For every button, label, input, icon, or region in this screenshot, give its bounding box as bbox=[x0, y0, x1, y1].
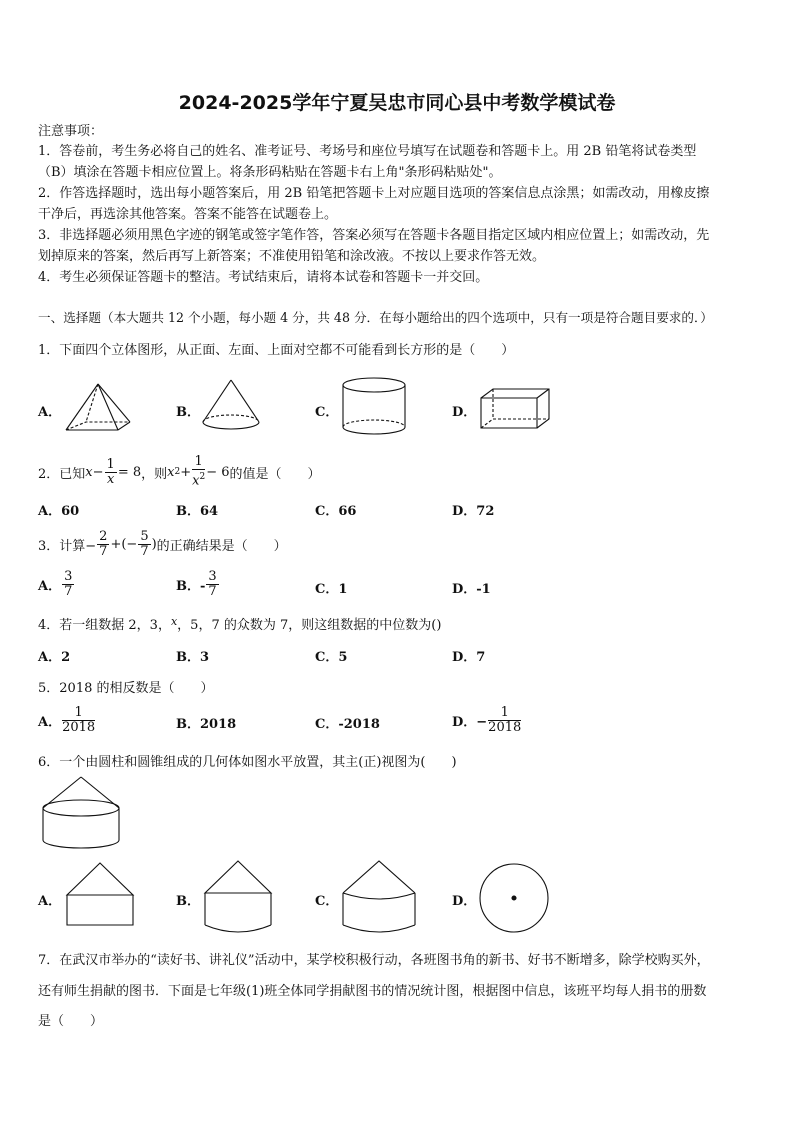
q3-close: ) bbox=[151, 536, 157, 552]
notice-line-6: 划掉原来的答案，然后再写上新答案；不准使用铅笔和涂改液。不按以上要求作答无效。 bbox=[38, 249, 546, 264]
q3-option-a bbox=[38, 566, 75, 602]
q3-stem-suffix: 的正确结果是（ ） bbox=[156, 538, 287, 554]
q2-frac1-numerator: 1 bbox=[106, 456, 115, 472]
notice-line-5: 3．非选择题必须用黑色字迹的钢笔或签字笔作答，答案必须写在答题卡各题目指定区域内相应位置上；如需改动，先 bbox=[38, 228, 710, 243]
q7-line-1: 7．在武汉市举办的“读好书、讲礼仪”活动中，某学校积极行动，各班图书角的新书、好书不断增多，除学校购买外， bbox=[38, 953, 710, 968]
notice-line-2: （B）填涂在答题卡相应位置上。将条形码粘贴在答题卡右上角"条形码粘贴处"。 bbox=[38, 165, 502, 180]
q3-stem bbox=[38, 526, 287, 562]
q3-frac1-denominator: 7 bbox=[99, 543, 108, 559]
q4-stem-suffix: ，5，7 的众数为 7，则这组数据的中位数为() bbox=[177, 618, 442, 633]
q5-option-d-label: D．− bbox=[452, 714, 488, 730]
q2-stem-suffix: 的值是（ ） bbox=[229, 466, 321, 482]
q3-option-b bbox=[176, 566, 220, 602]
front-view-curved-triangle-figure bbox=[340, 858, 418, 938]
q5-option-d-fraction bbox=[488, 706, 521, 735]
section-heading: 一、选择题（本大题共 12 个小题，每小题 4 分，共 48 分．在每小题给出的四个选项中，只有一项是符合题目要求的．） bbox=[38, 310, 713, 325]
q5-option-b: B．2018 bbox=[176, 717, 237, 732]
notice-line-1: 1．答卷前，考生务必将自己的姓名、准考证号、考场号和座位号填写在试题卷和答题卡上。用 2B 铅笔将试卷类型 bbox=[38, 144, 697, 159]
q2-option-b: B．64 bbox=[176, 504, 219, 519]
q4-stem-prefix: 4．若一组数据 2，3， bbox=[38, 618, 171, 633]
q6-option-b-label: B． bbox=[176, 894, 200, 909]
q5-option-a bbox=[38, 702, 96, 738]
cuboid-figure bbox=[478, 386, 552, 432]
q1-option-a-label: A． bbox=[38, 405, 62, 420]
q5-option-c: C．-2018 bbox=[315, 717, 380, 732]
q3-a-denominator: 7 bbox=[64, 583, 73, 599]
front-view-triangle-curved-base-figure bbox=[202, 858, 274, 936]
q5-option-a-label: A． bbox=[38, 714, 62, 730]
q4-option-a: A．2 bbox=[38, 650, 71, 665]
cone-cylinder-solid-figure bbox=[40, 774, 122, 854]
q3-b-numerator: 3 bbox=[208, 568, 217, 584]
page-title: 2024-2025学年宁夏吴忠市同心县中考数学模试卷 bbox=[178, 92, 616, 114]
q4-stem bbox=[38, 614, 441, 633]
q3-option-c: C．1 bbox=[315, 582, 348, 597]
q7-line-2: 还有师生捐献的图书．下面是七年级(1)班全体同学捐献图书的情况统计图，根据图中信息，该班平均每人捐书的册数 bbox=[38, 984, 707, 999]
q2-fraction-1-over-x2 bbox=[192, 455, 205, 488]
q2-then: ，则 bbox=[141, 466, 168, 482]
q5-d-denominator: 2018 bbox=[488, 719, 522, 735]
q5-option-a-fraction bbox=[62, 706, 95, 735]
q2-minus-6: − 6 bbox=[206, 464, 230, 480]
q6-option-c-label: C． bbox=[315, 894, 339, 909]
q1-option-b-label: B． bbox=[176, 405, 200, 420]
q3-plus-open: +(− bbox=[110, 536, 138, 552]
q3-b-denominator: 7 bbox=[208, 583, 217, 599]
q6-option-d-label: D． bbox=[452, 894, 477, 909]
q5-option-d bbox=[452, 702, 522, 738]
q2-var-x: x bbox=[85, 464, 93, 480]
q7-line-3: 是（ ） bbox=[38, 1014, 104, 1029]
front-view-triangle-rect-figure bbox=[64, 860, 136, 928]
q3-stem-prefix: 3．计算− bbox=[38, 538, 97, 554]
q5-d-numerator: 1 bbox=[488, 706, 521, 721]
q2-equals-8: = 8 bbox=[117, 464, 142, 480]
q2-plus: + bbox=[180, 464, 192, 480]
q4-var-x: x bbox=[170, 615, 178, 628]
q3-frac2-numerator: 5 bbox=[140, 528, 149, 544]
q1-stem: 1．下面四个立体图形，从正面、左面、上面对空都不可能看到长方形的是（ ） bbox=[38, 343, 515, 358]
square-pyramid-figure bbox=[62, 382, 134, 434]
q2-frac2-numerator: 1 bbox=[192, 455, 205, 470]
q3-fraction-5-7 bbox=[138, 530, 150, 559]
q3-option-a-fraction bbox=[62, 570, 74, 599]
q5-a-numerator: 1 bbox=[62, 706, 95, 721]
notice-heading: 注意事项： bbox=[38, 124, 104, 139]
notice-line-3: 2．作答选择题时，选出每小题答案后，用 2B 铅笔把答题卡上对应题目选项的答案信息点涂黑；如需改动，用橡皮擦 bbox=[38, 186, 710, 201]
notice-line-7: 4．考生必须保证答题卡的整洁。考试结束后，请将本试卷和答题卡一并交回。 bbox=[38, 270, 489, 285]
q1-option-c-label: C． bbox=[315, 405, 339, 420]
q2-exponent: 2 bbox=[174, 467, 181, 477]
q3-option-b-fraction bbox=[206, 570, 218, 599]
q4-option-b: B．3 bbox=[176, 650, 210, 665]
cone-figure bbox=[200, 378, 262, 434]
q6-stem: 6．一个由圆柱和圆锥组成的几何体如图水平放置，其主(正)视图为( ) bbox=[38, 755, 457, 770]
q2-option-a: A．60 bbox=[38, 504, 80, 519]
q6-option-a-label: A． bbox=[38, 894, 62, 909]
cylinder-figure bbox=[340, 376, 408, 438]
q1-option-d-label: D． bbox=[452, 405, 477, 420]
q4-option-d: D．7 bbox=[452, 650, 486, 665]
q3-frac1-numerator: 2 bbox=[99, 528, 108, 544]
q3-option-a-label: A． bbox=[38, 578, 62, 594]
q3-frac2-denominator: 7 bbox=[140, 543, 149, 559]
q3-option-d: D．-1 bbox=[452, 582, 491, 597]
q2-fraction-1-over-x bbox=[105, 458, 117, 487]
q2-var-x2: x bbox=[167, 464, 175, 480]
q2-stem bbox=[38, 454, 321, 490]
q2-minus: − bbox=[92, 464, 104, 480]
q3-a-numerator: 3 bbox=[64, 568, 73, 584]
notice-line-4: 干净后，再选涂其他答案。答案不能答在试题卷上。 bbox=[38, 207, 338, 222]
q2-frac1-denominator: x bbox=[107, 471, 115, 487]
q2-frac2-x: x bbox=[192, 473, 200, 489]
q2-option-c: C．66 bbox=[315, 504, 357, 519]
q3-fraction-2-7 bbox=[97, 530, 109, 559]
q2-option-d: D．72 bbox=[452, 504, 495, 519]
q5-a-denominator: 2018 bbox=[62, 719, 96, 735]
q2-frac2-denominator bbox=[192, 470, 205, 488]
circle-with-center-dot-figure bbox=[478, 862, 550, 934]
q2-stem-prefix: 2．已知 bbox=[38, 466, 86, 482]
q2-frac2-exponent: 2 bbox=[199, 472, 206, 483]
q3-option-b-label: B．- bbox=[176, 578, 206, 594]
q5-stem: 5．2018 的相反数是（ ） bbox=[38, 681, 214, 696]
q4-option-c: C．5 bbox=[315, 650, 348, 665]
